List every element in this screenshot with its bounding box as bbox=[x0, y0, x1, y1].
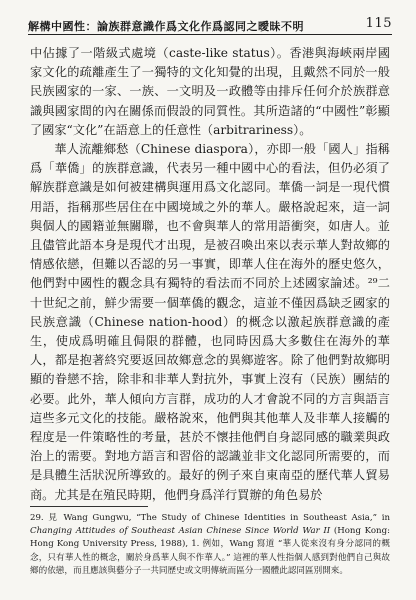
footnote-citation: 見 Wang Gungwu, “The Study of Chinese Identities in Southeast Asia,” in bbox=[48, 513, 390, 523]
paragraph-1: 中佔據了一階級式處境（caste-like status）。香港與海峽兩岸國家文化的疏離產生了一獨特的文化知覺的出現，且戴然不同於一般民族國家的一家、一族、一文明及一政體等由排斥任何介於族群意識與國家間的內在關係而假設的同質性。其所造諸的“中國性”彰顯了國家“文化”在語意上的任意性（arbitrariness）。 bbox=[30, 46, 390, 137]
paragraph-2: 華人流離鄉愁（Chinese diaspora），亦即一般「國人」指稱爲「華僑」的族群意識，代表另一種中國中心的看法，但仍必須了解族群意識是如何被建構與運用爲文化認同。華僑一詞是一現代慣用語，指稱那些居住在中國境域之外的華人。嚴格說起來，這一詞與個人的國籍並無關聯，也不會與華人的常用語衝突，如唐人。並且儘管此語本身是現代才出現，是被召喚出來以表示華人對故鄉的情感依戀，但難以否認的另一事實，即華人住在海外的歷史悠久，他們對中國性的觀念具有獨特的看法而不同於上述國家論述。²⁹二十世紀之前，鮮少需要一個華僑的觀念，這並不僅因爲缺乏國家的民族意識（Chinese nation-hood）的概念以激起族群意識的產生，使成爲明確且侷限的群體，也同時因爲大多數住在海外的華人，都是抱著終究要返回故鄉意念的異鄉遊客。除了他們對故鄉明顯的眷戀不捨，除非和非華人對抗外，事實上沒有（民族）團結的必要。此外，華人傾向方言群，成功的人才會說不同的方言與語言這些多元文化的技能。嚴格說來，他們與其他華人及非華人接觸的程度是一件策略性的考量，甚於不懷挂他們自身認同感的職業與政治上的需要。對地方語言和習俗的認識並非文化認同所需要的，而是具體生活狀況所導致的。最好的例子來自東南亞的歷代華人貿易商。尤其是在殖民時期，他們身爲洋行買辦的角色易於 bbox=[30, 142, 390, 502]
footnote-book-title: Changing Attitudes of Southeast Asian Chinese Since World War II bbox=[30, 526, 331, 537]
body-text bbox=[30, 44, 390, 505]
footnote-rule bbox=[30, 506, 148, 507]
page-number: 115 bbox=[365, 16, 392, 31]
running-title: 解構中國性：論族群意識作爲文化作爲認同之曖昧不明 bbox=[28, 20, 304, 33]
footnote-marker: 29. bbox=[30, 513, 44, 523]
header-rule bbox=[28, 34, 392, 35]
footnote-29 bbox=[30, 512, 390, 578]
running-header bbox=[28, 16, 392, 34]
footnote-publisher-note: (Hong Kong: Hong Kong University Press, 1988), 1. 例如，Wang 寫道 “華人從來沒有身分認同的概念，只有華人性的概念，關於身爲華人與不作華人。” 這裡的華人性指個人感到對他們自己與故鄉的依戀，而且應該與藝分子一共同歷史或文明傳統而區分一國體此認同區別開來。 bbox=[30, 526, 390, 576]
